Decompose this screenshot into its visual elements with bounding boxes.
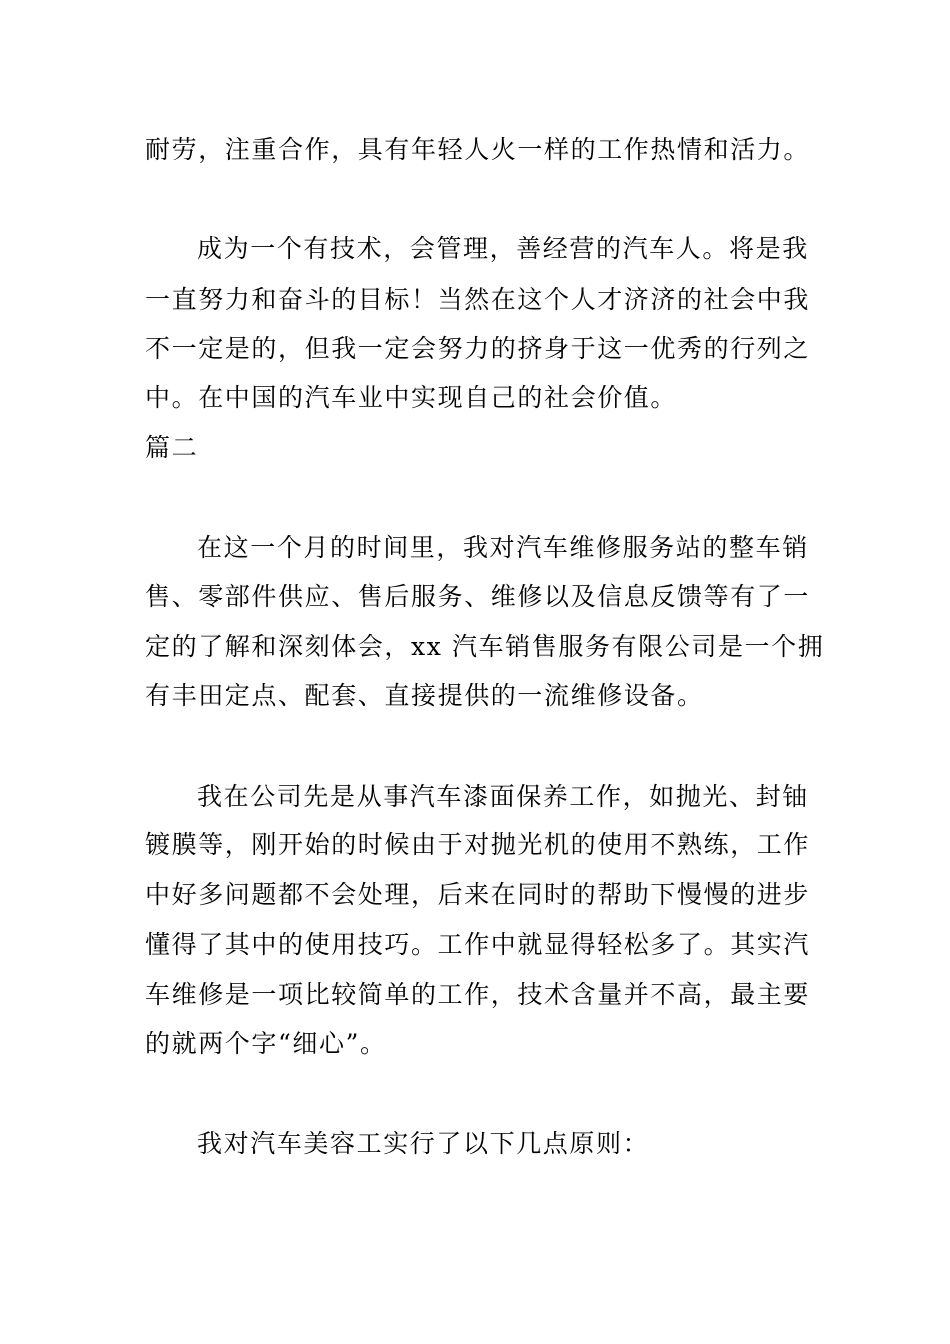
paragraph-3-line-3: 定的了解和深刻体会，xx 汽车销售服务有限公司是一个拥	[145, 632, 825, 661]
paragraph-4-line-6: 的就两个字“细心”。	[145, 1029, 387, 1058]
paragraph-4-line-5: 车维修是一项比较简单的工作，技术含量并不高，最主要	[145, 980, 811, 1009]
paragraph-4-line-3: 中好多问题都不会处理，后来在同时的帮助下慢慢的进步	[145, 880, 811, 909]
paragraph-3-line-1: 在这一个月的时间里，我对汽车维修服务站的整车销	[197, 533, 809, 562]
paragraph-1-line-1: 耐劳，注重合作，具有年轻人火一样的工作热情和活力。	[145, 135, 811, 164]
paragraph-2-line-2: 一直努力和奋斗的目标！当然在这个人才济济的社会中我	[145, 285, 811, 314]
paragraph-4-line-1: 我在公司先是从事汽车漆面保养工作，如抛光、封铀	[197, 782, 809, 811]
paragraph-4-line-2: 镀膜等，刚开始的时候由于对抛光机的使用不熟练，工作	[145, 830, 811, 859]
paragraph-4-line-4: 懂得了其中的使用技巧。工作中就显得轻松多了。其实汽	[145, 930, 811, 959]
paragraph-2-line-3: 不一定是的，但我一定会努力的挤身于这一优秀的行列之	[145, 334, 811, 363]
paragraph-3-line-4: 有丰田定点、配套、直接提供的一流维修设备。	[145, 681, 704, 710]
paragraph-2-line-4: 中。在中国的汽车业中实现自己的社会价值。	[145, 383, 678, 412]
paragraph-3-line-2: 售、零部件供应、售后服务、维修以及信息反馈等有了一	[145, 582, 811, 611]
section-heading: 篇二	[145, 433, 199, 462]
paragraph-5-line-1: 我对汽车美容工实行了以下几点原则：	[197, 1129, 650, 1158]
paragraph-2-line-1: 成为一个有技术，会管理，善经营的汽车人。将是我	[197, 234, 809, 263]
